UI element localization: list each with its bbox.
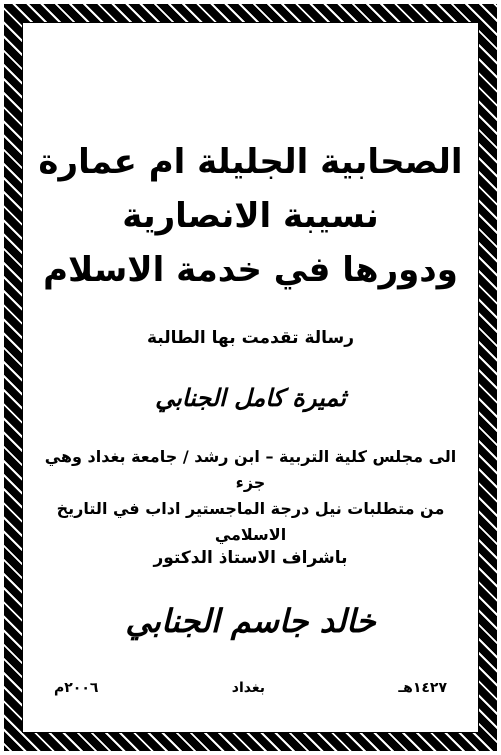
supervision-label: باشراف الاستاذ الدكتور [153, 548, 348, 568]
footer [54, 680, 447, 696]
description-line-1: الى مجلس كلية التربية – ابن رشد / جامعة بغداد وهي جزء [44, 447, 457, 492]
title-line-2: نسيبة الانصارية [122, 196, 379, 236]
title-line-1: الصحابية الجليلة ام عمارة [38, 142, 463, 182]
title-page [24, 24, 477, 731]
submitted-by-label: رسالة تقدمت بها الطالبة [146, 328, 355, 348]
city: بغداد [231, 680, 265, 696]
thesis-description [32, 444, 469, 548]
supervisor-name: خالد جاسم الجنابي [125, 602, 376, 640]
title-line-3: ودورها في خدمة الاسلام [43, 250, 458, 290]
gregorian-year: ٢٠٠٦م [54, 680, 99, 696]
hijri-year: ١٤٢٧هـ [398, 680, 447, 696]
student-name: ثميرة كامل الجنابي [155, 384, 346, 412]
description-line-2: من متطلبات نيل درجة الماجستير اداب في التاريخ الاسلامي [56, 499, 445, 544]
